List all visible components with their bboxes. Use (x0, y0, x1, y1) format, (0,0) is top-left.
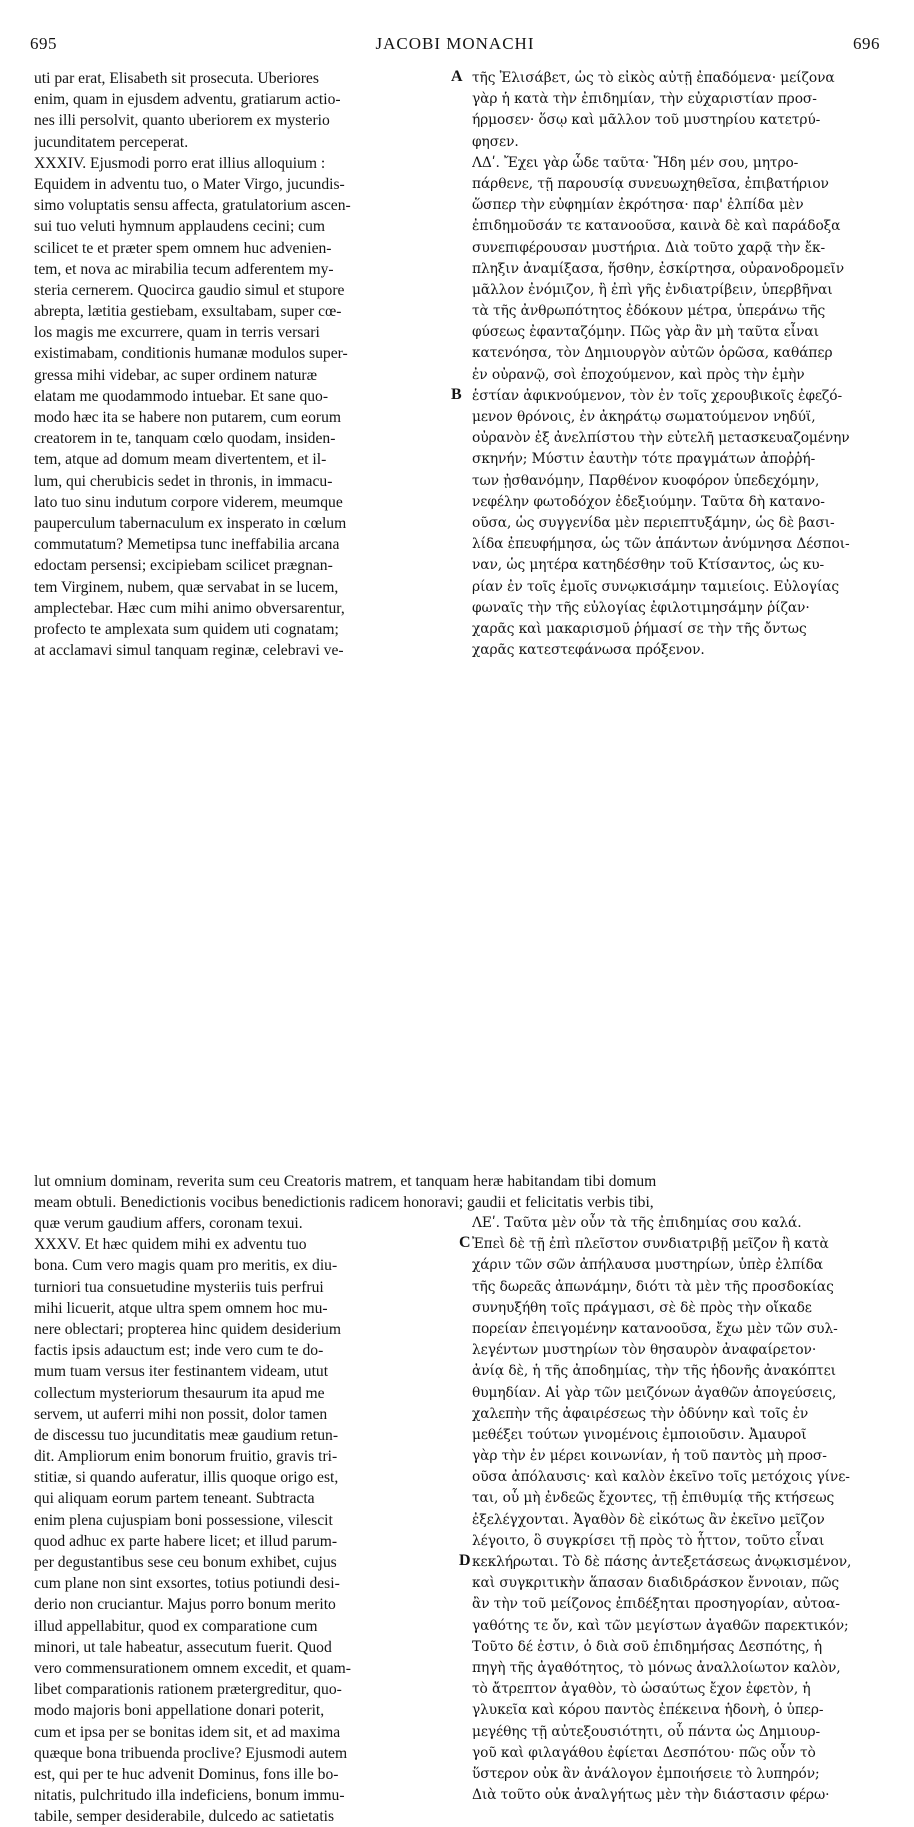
latin-text-line: lut omnium dominam, reverita sum ceu Creatoris matrem, et tanquam heræ habitandam tibi domum (34, 1173, 657, 1190)
greek-text-line: μεγέθης τῇ αὐτεξουσιότητι, οὗ πάντα ὡς Δημιουρ- (472, 1723, 821, 1740)
latin-text-line: cum plane non sint exsortes, totius potiundi desi- (34, 1575, 340, 1593)
greek-text-line: γὰρ ἡ κατὰ τὴν ἐπιδημίαν, τὴν εὐχαριστίαν προσ- (472, 91, 817, 108)
latin-text-line: per degustantibus sese ceu bonum exhibet, cujus (34, 1554, 337, 1571)
latin-text-line: meam obtuli. Benedictionis vocibus benedictionis radicem honoravi; gaudii et felicitatis verbis tibi, (34, 1194, 654, 1212)
latin-text-line: commutatum? Memetipsa tunc ineffabilia arcana (34, 536, 340, 554)
greek-text-line: κεκλήρωται. Τὸ δὲ πάσης ἀντεξετάσεως ἀνῳκισμένον, (472, 1554, 852, 1570)
latin-text-line: at acclamavi simul tanquam reginæ, celebravi ve- (34, 642, 344, 660)
greek-column-bottom (472, 1213, 884, 1806)
latin-text-line: modo majoris boni appellatione donari poterit, (34, 1702, 325, 1720)
latin-text-line: gressa mihi videbar, ac super ordinem naturæ (34, 366, 318, 384)
greek-text-line: ἀνίᾳ δὲ, ἡ τῆς ἀποδημίας, τὴν τῆς ἡδονῆς ἀνακόπτει (472, 1363, 836, 1380)
greek-text-line: νεφέλην φωτοδόχον ἐδεξιούμην. Ταῦτα δὴ κατανο- (472, 493, 825, 510)
greek-text-line: σκηνήν; Μύστιν ἐαυτὴν τότε πραγμάτων ἀποῤῥή- (472, 451, 816, 468)
latin-text-line: tem, et nova ac mirabilia tecum adferentem my- (34, 260, 334, 278)
latin-text-line: tem Virginem, nubem, quæ servabat in se lucem, (34, 578, 339, 596)
greek-text-line: καὶ συγκριτικὴν ἅπασαν διαδιδράσκον ἔννοιαν, πῶς (472, 1575, 840, 1592)
greek-text-line: τὰ τῆς ἀνθρωπότητος ἐδόκουν μέτρα, ὑπεράνω τῆς (472, 303, 826, 320)
greek-text-line: Ἐπεὶ δὲ τῇ ἐπὶ πλεῖστον συνδιατριβῇ μεῖζον ἢ κατὰ (472, 1236, 829, 1253)
greek-text-line: πορείαν ἐπειγομένην κατανοοῦσα, ἔχω μὲν τῶν συλ- (472, 1320, 838, 1337)
greek-text-line: γλυκεῖα καὶ κόρου παντὸς ἐπέκεινα ἡδονὴ, ὁ ὑπερ- (472, 1702, 824, 1719)
greek-text-line: χαρᾶς κατεστεφάνωσα πρόξενον. (472, 642, 705, 659)
latin-text-line: amplectebar. Hæc cum mihi animo obversarentur, (34, 599, 345, 617)
greek-text-line: ρίαν ἐν τοῖς ἐμοῖς συνῳκισάμην ταμιείοις. Εὐλογίας (472, 578, 839, 595)
greek-text-line: ὕστερον οὐκ ἂν ἀνάλογον ἐμποιήσειε τὸ λυπηρόν; (472, 1765, 820, 1782)
latin-text-line: enim plena cujuspiam boni possessione, vilescit (34, 1511, 333, 1529)
greek-text-line: οὐρανὸν ἐξ ἀνελπίστου τὴν εὐτελῆ μετασκευαζομένην (472, 430, 850, 447)
greek-text-line: πάρθενε, τῇ παρουσίᾳ συνευωχηθεῖσα, ἐπιβατήριον (472, 175, 829, 192)
greek-text-line: πληξιν ἀναμίξασα, ἥσθην, ἐσκίρτησα, οὐρανοδρομεῖν (472, 260, 845, 277)
latin-text-line: stitiæ, si quando auferatur, illis quoque origo est, (34, 1469, 339, 1487)
greek-text-line: Διὰ τοῦτο οὐκ ἀναλγήτως μὲν τὴν διάστασιν φέρω· (472, 1787, 830, 1804)
greek-text-line: Τοῦτο δέ ἐστιν, ὁ διὰ σοῦ ἐπιδημήσας Δεσπότης, ἡ (472, 1638, 822, 1655)
latin-text-line: quæque bona tribuenda proclive? Ejusmodi autem (34, 1744, 348, 1762)
latin-column-top (34, 68, 459, 661)
latin-text-line: scilicet te et præter spem omnem huc advenien- (34, 239, 332, 257)
latin-column-bottom (34, 1213, 459, 1827)
latin-text-line: cum et ipsa per se bonitas idem sit, et ad maxima (34, 1723, 341, 1741)
greek-text-line: των ᾐσθανόμην, Παρθένον κυοφόρον ὑπεδεχόμην, (472, 472, 820, 489)
greek-text-line: γὰρ τὴν ἐν μέρει κοινωνίαν, ἡ τοῦ παντὸς μὴ προσ- (472, 1448, 827, 1465)
latin-text-line: creatorem in te, tanquam cœlo quodam, insiden- (34, 430, 336, 448)
latin-text-line: factis ipsis adauctum est; inde vero cum te do- (34, 1342, 324, 1360)
greek-text-line: συνεπιφέρουσαν μυστήρια. Διὰ τοῦτο χαρᾷ τὴν ἔκ- (472, 239, 826, 256)
greek-text-line: ἐπιδημοῦσάν τε κατανοοῦσα, καινὰ δὲ καὶ παράδοξα (472, 218, 841, 235)
margin-marker-b: B (451, 386, 462, 403)
latin-text-line: de discessu tuo jucunditatis meæ gaudium retun- (34, 1426, 339, 1444)
greek-text-line: χαλεπὴν τῆς ἀφαιρέσεως τὴν ὀδύνην καὶ τοῖς ἐν (472, 1405, 809, 1422)
latin-text-line: modo hæc ita se habere non putarem, cum eorum (34, 409, 342, 426)
greek-text-line: ἐν οὐρανῷ, σοὶ ἐποχούμενον, καὶ πρὸς τὴν ἐμὴν (472, 366, 805, 383)
greek-text-line: ΛΔʹ. Ἔχει γὰρ ὧδε ταῦτα· Ἤδη μέν σου, μητρο- (472, 154, 799, 171)
latin-text-line: quæ verum gaudium affers, coronam texui. (34, 1215, 303, 1232)
latin-text-line: steria cernerem. Quocirca gaudio simul et stupore (34, 281, 345, 299)
latin-text-line: est, qui per te huc advenit Dominus, fons ille bo- (34, 1765, 339, 1783)
latin-text-line: XXXIV. Ejusmodi porro erat illius alloquium : (34, 154, 326, 172)
latin-text-line: qui aliquam eorum partem teneant. Subtracta (34, 1490, 315, 1508)
greek-text-line: τῆς Ἐλισάβετ, ὡς τὸ εἰκὸς αὐτῇ ἐπαδόμενα· μείζονα (472, 70, 835, 86)
greek-text-line: οῦσα ἀπόλαυσις· καὶ καλὸν ἐκεῖνο τοῖς μετόχοις γίνε- (472, 1469, 850, 1486)
margin-marker-a: A (451, 68, 463, 85)
greek-text-line: γοῦ καὶ φιλαγάθου ἐφίεται Δεσπότου· πῶς οὖν τὸ (472, 1744, 816, 1761)
full-width-latin-lines (34, 1171, 884, 1213)
greek-text-line: ήρμοσεν· ὅσῳ καὶ μᾶλλον τοῦ μυστηρίου κατετρύ- (472, 112, 821, 129)
greek-text-line: ἑστίαν ἀφικνούμενον, τὸν ἐν τοῖς χερουβικοῖς ἐφεζό- (472, 387, 843, 404)
greek-text-line: συνηυξήθη τοῖς πράγμασι, σὲ δὲ πρὸς τὴν οἴκαδε (472, 1299, 812, 1316)
latin-text-line: tem, atque ad domum meam divertentem, et il- (34, 451, 327, 469)
greek-text-line: τῆς δωρεᾶς ἀπωνάμην, διότι τὰ μὲν τῆς προσδοκίας (472, 1278, 834, 1295)
latin-text-line: existimabam, conditionis humanæ modulos super- (34, 345, 348, 363)
latin-text-line: nes illi persolvit, quanto uberiorem ex mysterio (34, 112, 330, 130)
greek-text-line: λίδα ἐπευφήμησα, ὡς τῶν ἁπάντων ἀνύμνησα Δέσποι- (472, 536, 850, 553)
latin-text-line: derio non cruciantur. Majus porro bonum merito (34, 1596, 336, 1614)
latin-text-line: nitatis, pulchritudo illa indeficiens, bonum immu- (34, 1787, 345, 1805)
latin-text-line: pauperculum tabernaculum ex insperato in cœlum (34, 514, 347, 532)
latin-text-line: lato tuo sinu indutum corpore viderem, meumque (34, 493, 343, 511)
greek-text-line: λεγέντων μυστηρίων τὸν θησαυρὸν ἀναφαίρετον· (472, 1342, 817, 1359)
latin-text-line: los magis me excurrere, quam in terris versari (34, 324, 320, 342)
latin-text-line: turniori tua consuetudine mysteriis tuis perfrui (34, 1278, 324, 1296)
greek-text-line: λέγοιτο, ὃ συγκρίσει τῇ πρὸς τὸ ἧττον, τοῦτο εἶναι (472, 1532, 825, 1549)
page-header (30, 28, 880, 58)
running-title: JACOBI MONACHI (375, 34, 535, 53)
latin-text-line: uti par erat, Elisabeth sit prosecuta. Uberiores (34, 70, 319, 87)
latin-text-line: edoctam persensi; excipiebam scilicet prægnan- (34, 557, 333, 575)
greek-text-line: οῦσα, ὡς συγγενίδα μὲν περιεπτυξάμην, ὡς δὲ βασι- (472, 514, 835, 531)
greek-text-line: φωναῖς τὴν τῆς εὐλογίας ἐφιλοτιμησάμην ῥίζαν· (472, 599, 810, 616)
latin-text-line: lum, qui cherubicis sedet in thronis, in immacu- (34, 472, 333, 490)
greek-text-line: φησεν. (472, 133, 519, 150)
latin-text-line: Equidem in adventu tuo, o Mater Virgo, jucundis- (34, 175, 345, 193)
latin-text-line: nere oblectari; propterea hinc quidem desiderium (34, 1320, 341, 1338)
greek-text-line: ὥσπερ τὴν εὐφημίαν ἐκρότησα· παρ' ἐλπίδα μὲν (472, 197, 804, 214)
page-number-right: 696 (853, 34, 880, 53)
greek-text-line: μᾶλλον ἐνόμιζον, ἢ ἐπὶ γῆς ἐνδιατρίβειν, ὑπερβῆναι (472, 281, 833, 298)
greek-text-line: ΛΕʹ. Ταῦτα μὲν οὖν τὰ τῆς ἐπιδημίας σου καλά. (472, 1215, 802, 1231)
latin-text-line: servem, ut auferri mihi non possit, dolor tamen (34, 1405, 328, 1423)
latin-text-line: elatam me quodammodo intuebar. Et sane quo- (34, 387, 329, 405)
page-number-left: 695 (30, 34, 57, 53)
latin-text-line: libet comparationis rationem prætergreditur, quo- (34, 1681, 342, 1699)
margin-marker-d: D (459, 1552, 471, 1570)
greek-text-line: ται, οὗ μὴ ἐνδεῶς ἔχοντες, τῇ ἐπιθυμίᾳ τῆς κτήσεως (472, 1490, 835, 1507)
greek-text-line: κατενόησα, τὸν Δημιουργὸν αὐτῶν ὁρῶσα, καθάπερ (472, 345, 833, 362)
greek-text-line: μεθέξει τούτων γινομένοις ἐμποιοῦσιν. Ἀμαυροῖ (472, 1426, 807, 1443)
greek-text-line: θυμηδίαν. Αἱ γὰρ τῶν μειζόνων ἀγαθῶν ἀπογεύσεις, (472, 1384, 837, 1401)
latin-text-line: enim, quam in ejusdem adventu, gratiarum actio- (34, 91, 341, 109)
latin-text-line: bona. Cum vero magis quam pro meritis, ex diu- (34, 1257, 338, 1275)
latin-text-line: sui tuo veluti hymnum applaudens cecini; cum (34, 218, 326, 236)
greek-column-top (472, 68, 884, 661)
latin-text-line: collectum mysteriorum thesaurum ita apud me (34, 1384, 325, 1402)
greek-text-line: τὸ ἄτρεπτον ἀγαθὸν, τὸ ὡσαύτως ἔχον ἐφετὸν, ἡ (472, 1681, 811, 1698)
latin-text-line: minori, ut tale habeatur, assecutum fuerit. Quod (34, 1638, 332, 1656)
greek-text-line: φύσεως ἐφανταζόμην. Πῶς γὰρ ἂν μὴ ταῦτα εἶναι (472, 324, 819, 341)
latin-text-line: mihi licuerit, atque ultra spem omnem hoc mu- (34, 1299, 328, 1317)
latin-text-line: dit. Ampliorum enim bonorum fruitio, gravis tri- (34, 1448, 338, 1466)
latin-text-line: profecto te amplexata sum quidem uti cognatam; (34, 620, 339, 638)
latin-text-line: jucunditatem perceperat. (34, 133, 189, 151)
greek-text-line: ἂν τὴν τοῦ μείζονος ἐπιδέξηται προσηγορίαν, αὐτοα- (472, 1596, 840, 1613)
greek-text-line: μενον θρόνοις, ἐν ἀκηράτῳ σωματούμενον νηδύϊ, (472, 409, 816, 425)
greek-text-line: χάριν τῶν σῶν ἀπήλαυσα μυστηρίων, ὑπὲρ ἐλπίδα (472, 1257, 823, 1274)
latin-text-line: XXXV. Et hæc quidem mihi ex adventu tuo (34, 1236, 307, 1254)
latin-text-line: quod adhuc ex parte habere licet; et illud parum- (34, 1532, 338, 1550)
greek-text-line: χαρᾶς καὶ μακαρισμοῦ ῥήμασί σε τὴν τῆς ὄντως (472, 620, 807, 637)
latin-text-line: simo voluptatis sensu affecta, gratulatorium ascen- (34, 197, 351, 215)
latin-text-line: tabile, semper desiderabile, dulcedo ac satietatis (34, 1808, 335, 1826)
latin-text-line: illud appellabitur, quod ex comparatione cum (34, 1617, 318, 1635)
latin-text-line: vero commensurationem omnem excedit, et quam- (34, 1659, 351, 1677)
greek-text-line: πηγὴ τῆς ἀγαθότητος, τὸ μόνως ἀναλλοίωτον καλὸν, (472, 1659, 841, 1676)
greek-text-line: ἐξελέγχονται. Ἀγαθὸν δὲ εἰκότως ἂν ἐκεῖνο μεῖζον (472, 1511, 825, 1528)
latin-text-line: abrepta, lætitia gestiebam, exsultabam, super cœ- (34, 303, 342, 321)
greek-text-line: ναν, ὡς μητέρα κατηδέσθην τοῦ Κτίσαντος, ὡς κυ- (472, 557, 825, 574)
greek-text-line: γαθότης τε ὄν, καὶ τῶν μεγίστων ἀγαθῶν παρεκτικόν; (472, 1617, 849, 1634)
margin-marker-c: C (459, 1234, 471, 1251)
latin-text-line: mum tuam versus iter festinantem videam, utut (34, 1363, 329, 1381)
